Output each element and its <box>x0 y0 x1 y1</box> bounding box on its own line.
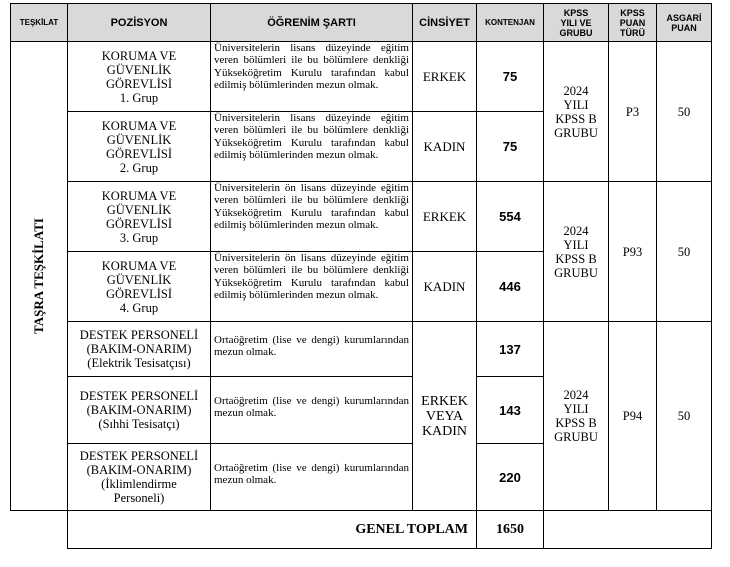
kpss-year-line: GRUBU <box>554 125 598 140</box>
gender-line: KADIN <box>421 423 468 439</box>
position-line: GÖREVLİSİ <box>106 216 172 231</box>
min-score-cell: 50 <box>657 182 712 322</box>
requirement-cell: Ortaöğretim (lise ve dengi) kurumlarından mezun olmak. <box>211 377 413 444</box>
position-group: 1. Grup <box>119 90 159 105</box>
position-line: DESTEK PERSONELİ <box>79 449 199 463</box>
kpss-year-line: KPSS B <box>555 416 597 430</box>
position-cell <box>68 322 211 377</box>
kpss-year-line: KPSS B <box>555 251 597 266</box>
position-line: GÜVENLİK <box>106 272 172 287</box>
position-line: GÖREVLİSİ <box>106 76 172 91</box>
position-line: Personeli) <box>113 491 165 505</box>
gender-cell: ERKEK <box>413 42 477 112</box>
quota-cell: 75 <box>477 112 544 182</box>
position-line: (Sıhhi Tesisatçı) <box>98 417 180 431</box>
kpss-year-line: 2024 <box>563 388 589 402</box>
position-line: (BAKIM-ONARIM) <box>86 342 192 356</box>
position-cell <box>68 444 211 511</box>
quota-cell: 446 <box>477 252 544 322</box>
position-line: GÜVENLİK <box>106 132 172 147</box>
requirement-cell: Üniversitelerin lisans düzeyinde eğitim veren bölümleri ile bu bölümlere denkliği Yükseköğretim Kurulu tarafından kabul edilmiş bölümlerinden mezun olmak. <box>211 42 413 112</box>
position-group: 2. Grup <box>119 160 159 175</box>
position-line: GÖREVLİSİ <box>106 146 172 161</box>
header-kpss-yili-l1: KPSS <box>563 7 589 18</box>
gender-cell: KADIN <box>413 252 477 322</box>
kontenjan-table <box>10 3 712 549</box>
position-line: DESTEK PERSONELİ <box>79 328 199 342</box>
header-asgari-l2: PUAN <box>671 22 697 33</box>
total-spacer <box>11 511 68 549</box>
position-cell <box>68 252 211 322</box>
quota-cell: 143 <box>477 377 544 444</box>
teskilat-cell <box>11 42 68 511</box>
position-line: GÖREVLİSİ <box>106 286 172 301</box>
kpss-year-line: YILI <box>563 97 589 112</box>
quota-cell: 220 <box>477 444 544 511</box>
position-group: 4. Grup <box>119 300 159 315</box>
kpss-year-line: 2024 <box>563 83 589 98</box>
quota-cell: 554 <box>477 182 544 252</box>
header-kpss-puan-l1: KPSS <box>620 7 645 18</box>
position-line: (BAKIM-ONARIM) <box>86 403 192 417</box>
position-line: KORUMA VE <box>101 258 177 273</box>
quota-cell: 137 <box>477 322 544 377</box>
header-pozisyon: POZİSYON <box>68 4 211 42</box>
table-row <box>11 182 712 252</box>
requirement-cell: Ortaöğretim (lise ve dengi) kurumlarından mezun olmak. <box>211 444 413 511</box>
header-kpss-puan-l3: TÜRÜ <box>620 27 645 38</box>
position-cell <box>68 42 211 112</box>
position-line: (BAKIM-ONARIM) <box>86 463 192 477</box>
gender-cell: ERKEK <box>413 182 477 252</box>
gender-line: ERKEK <box>421 393 468 409</box>
position-line: DESTEK PERSONELİ <box>79 389 199 403</box>
position-cell <box>68 182 211 252</box>
score-type-cell: P93 <box>609 182 657 322</box>
position-group: 3. Grup <box>119 230 159 245</box>
header-kpss-yili-l3: GRUBU <box>559 27 593 38</box>
min-score-cell: 50 <box>657 322 712 511</box>
kpss-year-line: GRUBU <box>554 430 598 444</box>
header-ogrenim-sarti: ÖĞRENİM ŞARTI <box>211 4 413 42</box>
position-cell <box>68 377 211 444</box>
requirement-cell: Üniversitelerin ön lisans düzeyinde eğitim veren bölümleri ile bu bölümlere denkliği Yükseköğretim Kurulu tarafından kabul edilmiş bölümlerinden mezun olmak. <box>211 252 413 322</box>
position-line: KORUMA VE <box>101 118 177 133</box>
total-label: GENEL TOPLAM <box>68 511 477 549</box>
header-kontenjan: KONTENJAN <box>477 4 544 42</box>
header-kpss-puan-l2: PUAN <box>619 17 646 28</box>
score-type-cell: P3 <box>609 42 657 182</box>
kpss-year-line: GRUBU <box>554 265 598 280</box>
kpss-year-line: 2024 <box>563 223 589 238</box>
position-line: KORUMA VE <box>101 48 177 63</box>
header-teskilat: TEŞKİLAT <box>11 4 68 42</box>
header-asgari-l1: ASGARİ <box>666 12 702 23</box>
header-row <box>11 4 712 42</box>
position-line: GÜVENLİK <box>106 62 172 77</box>
kpss-year-line: YILI <box>563 402 589 416</box>
kpss-year-line: YILI <box>563 237 589 252</box>
position-line: (İklimlendirme <box>101 477 177 491</box>
header-kpss-yili-l2: YILI VE <box>560 17 592 28</box>
kpss-year-line: KPSS B <box>555 111 597 126</box>
kpss-year-cell <box>544 182 609 322</box>
header-cinsiyet: CİNSİYET <box>413 4 477 42</box>
total-value: 1650 <box>477 511 544 549</box>
position-line: (Elektrik Tesisatçısı) <box>87 356 191 370</box>
total-empty <box>544 511 712 549</box>
kpss-year-cell <box>544 322 609 511</box>
header-kpss-yili <box>544 4 609 42</box>
requirement-cell: Üniversitelerin lisans düzeyinde eğitim veren bölümleri ile bu bölümlere denkliği Yükseköğretim Kurulu tarafından kabul edilmiş bölümlerinden mezun olmak. <box>211 112 413 182</box>
requirement-cell: Üniversitelerin ön lisans düzeyinde eğitim veren bölümleri ile bu bölümlere denkliği Yükseköğretim Kurulu tarafından kabul edilmiş bölümlerinden mezun olmak. <box>211 182 413 252</box>
header-asgari-puan <box>657 4 712 42</box>
requirement-cell: Ortaöğretim (lise ve dengi) kurumlarından mezun olmak. <box>211 322 413 377</box>
table-row <box>11 322 712 377</box>
gender-cell: KADIN <box>413 112 477 182</box>
quota-cell: 75 <box>477 42 544 112</box>
position-line: GÜVENLİK <box>106 202 172 217</box>
gender-line: VEYA <box>425 408 464 424</box>
header-kpss-puan <box>609 4 657 42</box>
total-row <box>11 511 712 549</box>
score-type-cell: P94 <box>609 322 657 511</box>
position-line: KORUMA VE <box>101 188 177 203</box>
teskilat-label: TAŞRA TEŞKİLATI <box>31 218 46 334</box>
gender-cell <box>413 322 477 511</box>
position-cell <box>68 112 211 182</box>
kpss-year-cell <box>544 42 609 182</box>
table-row <box>11 42 712 112</box>
min-score-cell: 50 <box>657 42 712 182</box>
